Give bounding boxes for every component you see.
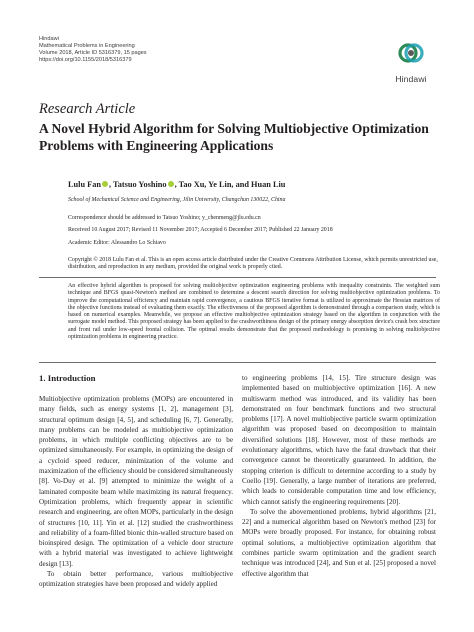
- academic-editor: Academic Editor: Alessandro Lo Schiavo: [68, 240, 166, 246]
- article-title: A Novel Hybrid Algorithm for Solving Multiobjective Optimization Problems with Engineering Applications: [39, 121, 429, 153]
- publication-dates: Received 10 August 2017; Revised 11 November 2017; Accepted 6 December 2017; Published 22 January 2018: [68, 227, 333, 233]
- paragraph: To obtain better performance, various multiobjective optimization strategies have been proposed and widely applied: [39, 570, 233, 589]
- doi-link[interactable]: https://doi.org/10.1155/2018/5316379: [39, 56, 132, 63]
- author-list: [68, 180, 285, 189]
- author-separator: ,: [108, 180, 113, 189]
- section-heading: 1. Introduction: [39, 373, 96, 383]
- abstract-bottom-rule: [39, 362, 436, 363]
- volume-line: Volume 2018, Article ID 5316379, 15 pages: [39, 49, 147, 56]
- publisher-name: Hindawi: [39, 36, 59, 42]
- journal-info: [39, 36, 147, 64]
- article-type: Research Article: [39, 101, 136, 117]
- journal-name: Mathematical Problems in Engineering: [39, 42, 135, 49]
- logo-text: Hindawi: [395, 74, 427, 84]
- affiliation: School of Mechanical Science and Engineering, Jilin University, Changchun 130022, China: [68, 197, 286, 203]
- correspondence: Correspondence should be addressed to Tatsuo Yoshino; y_chenmeng@jlu.edu.cn: [68, 215, 261, 221]
- orcid-icon[interactable]: [168, 181, 174, 187]
- abstract: An effective hybrid algorithm is proposed for solving multiobjective optimization engineering problems with inequality constraints. The weighted sum technique and BFGS quasi-Newton's method are combined to determine a descent search direction for solving multiobjective optimization problems. To improve the computational efficiency and maintain rapid convergence, a cautious BFGS iterative format is utilized to approximate the Hessian matrices of the objective functions instead of evaluating them exactly. The effectiveness of the proposed algorithm is demonstrated through a comparison study, which is based on numerical examples. Meanwhile, we propose an effective multiobjective optimization strategy based on the algorithm in conjunction with the surrogate model method. This proposed strategy has been applied to the crashworthiness design of the primary energy absorption device's crash box structure and front rail under low-speed frontal collision. The optimal results demonstrate that the proposed methodology is promising in solving multiobjective optimization problems in engineering practice.: [68, 283, 440, 341]
- hindawi-rings-icon: [397, 38, 425, 68]
- right-column: [242, 373, 436, 579]
- paragraph: to engineering problems [14, 15]. Tire structure design was implemented based on multiobjective optimization [16]. A new multiswarm method was introduced, and its validity has been demonstrated on four benchmark functions and two structural problems [17]. A novel multiobjective particle swarm optimization algorithm was proposed based on decomposition to maintain diversified solutions [18]. However, most of these methods are evolutionary algorithms, which have the fatal drawback that their convergence cannot be theoretically guaranteed. In addition, the stopping criterion is difficult to determine according to a study by Coello [19]. Generally, a large number of iterations are preferred, which leads to considerable computation time and low efficiency, which cannot satisfy the engineering requirements [20].: [242, 374, 436, 506]
- author-name: Lulu Fan: [68, 180, 101, 189]
- author-names: Tao Xu, Ye Lin, and Huan Liu: [178, 180, 286, 189]
- orcid-icon[interactable]: [102, 181, 108, 187]
- author-name: Tatsuo Yoshino: [112, 180, 167, 189]
- copyright-notice: Copyright © 2018 Lulu Fan et al. This is an open access article distributed under the Creative Commons Attribution License, which permits unrestricted use, distribution, and reproduction in any medium, provided the original work is properly cited.: [68, 257, 438, 271]
- abstract-top-rule: [39, 277, 436, 278]
- paragraph: Multiobjective optimization problems (MOPs) are encountered in many fields, such as energy systems [1, 2], management [3], structural optimum design [4, 5], and scheduling [6, 7]. Generally, many problems can be modeled as multiobjective optimization problems, in which multiple conflicting objectives are to be optimized simultaneously. For example, in optimizing the design of a cycloid speed reducer, minimization of the volume and maximization of the efficiency should be considered simultaneously [8]. Vo-Duy et al. [9] attempted to minimize the weight of a laminated composite beam while maximizing its natural frequency. Optimization problems, which frequently appear in scientific research and engineering, are often MOPs, particularly in the design of structures [10, 11]. Yin et al. [12] studied the crashworthiness and reliability of a foam-filled bionic thin-walled structure based on bioinspired design. The optimization of a vehicle door structure with a hybrid material was investigated to achieve lightweight design [13].: [39, 395, 233, 568]
- author-separator: ,: [174, 180, 179, 189]
- hindawi-logo: [386, 38, 436, 86]
- paragraph: To solve the abovementioned problems, hybrid algorithms [21, 22] and a numerical algorithm based on Newton's method [23] for MOPs were broadly proposed. For instance, for obtaining robust optimal solutions, a multiobjective optimization algorithm that combines particle swarm optimization and the gradient search technique was introduced [24], and Sun et al. [25] proposed a novel effective algorithm that: [242, 507, 436, 578]
- left-column: [39, 394, 233, 590]
